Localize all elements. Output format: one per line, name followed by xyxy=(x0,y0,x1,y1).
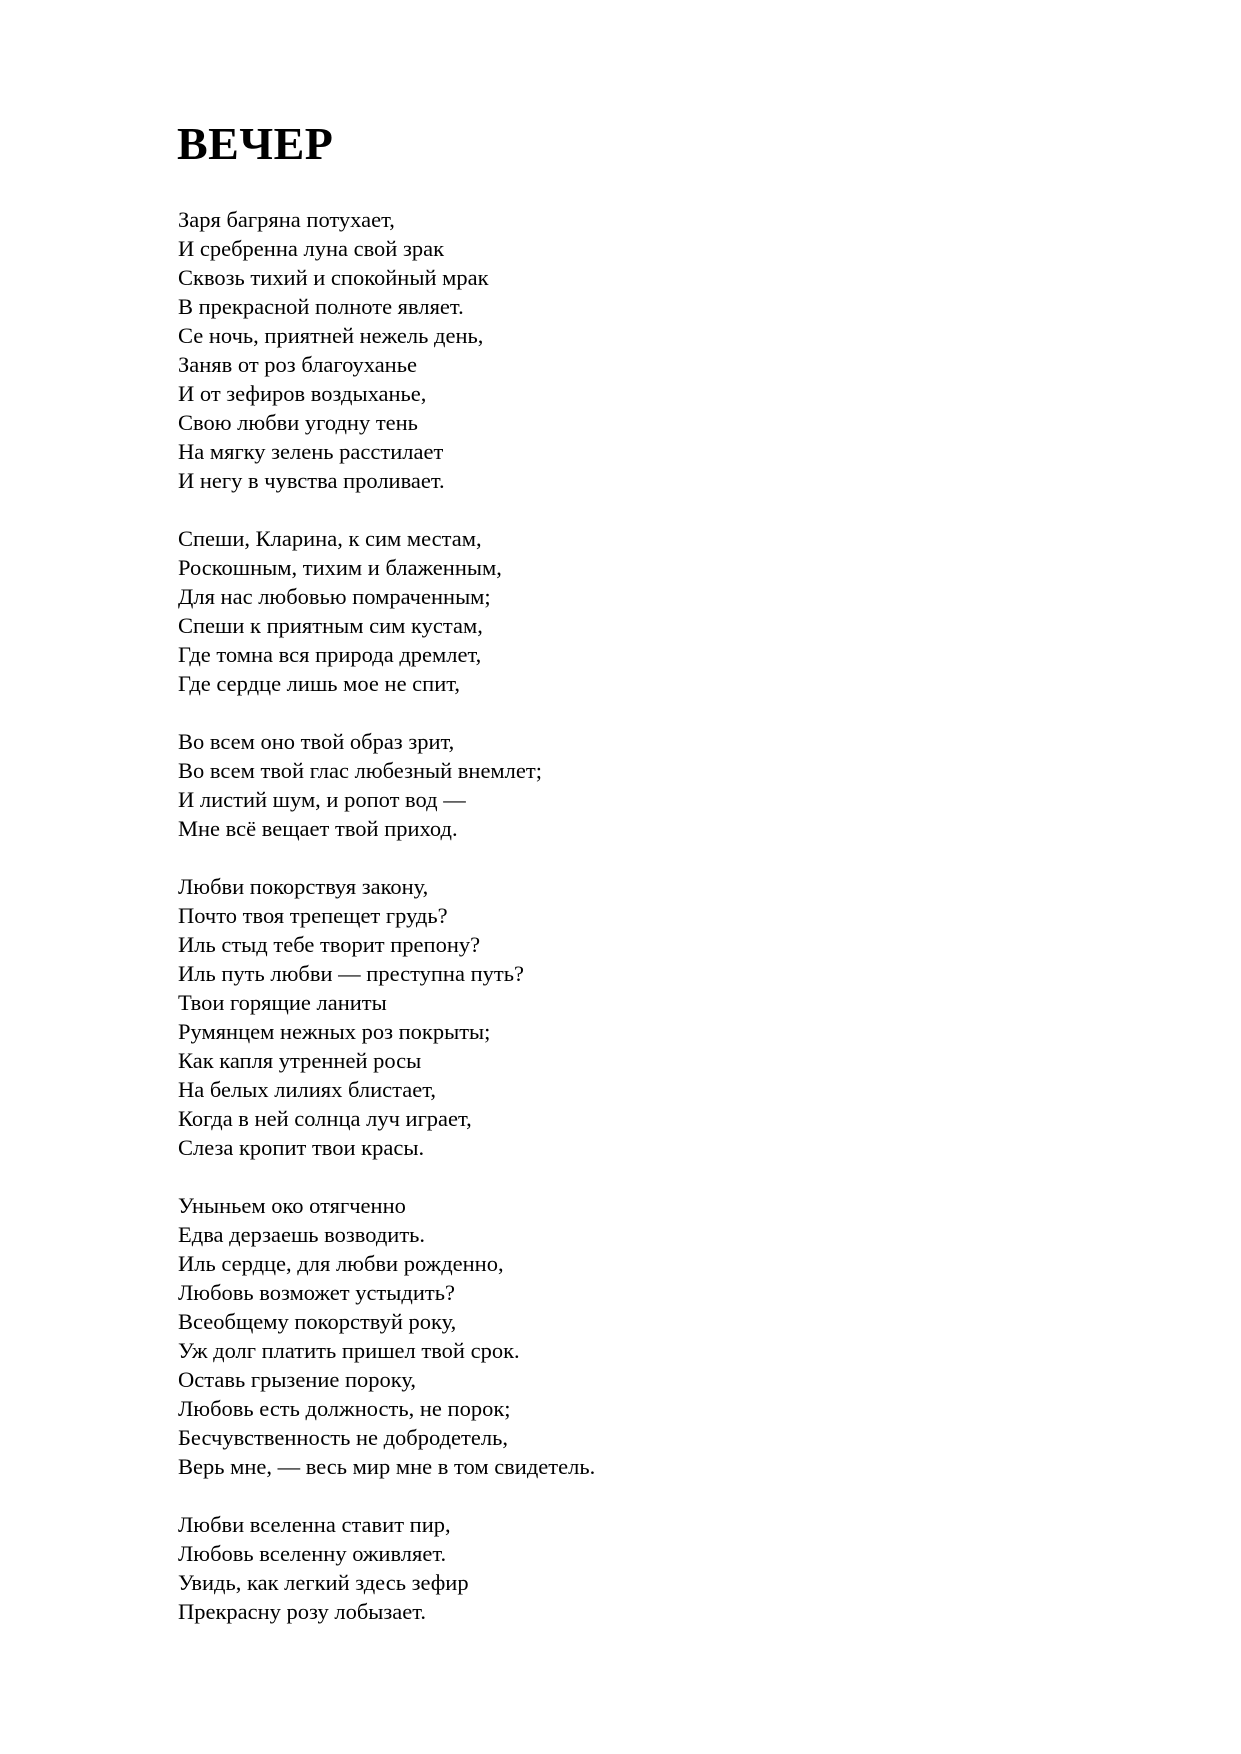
poem-line: Где томна вся природа дремлет, xyxy=(178,642,482,667)
poem-line: Как капля утренней росы xyxy=(178,1048,422,1073)
poem-line: На мягку зелень расстилает xyxy=(178,439,444,464)
poem-line: Свою любви угодну тень xyxy=(178,410,418,435)
poem-line: Любовь вселенну оживляет. xyxy=(178,1541,447,1566)
poem-line: Во всем оно твой образ зрит, xyxy=(178,729,455,754)
poem-line: Где сердце лишь мое не спит, xyxy=(178,671,461,696)
poem-line: Се ночь, приятней нежель день, xyxy=(178,323,484,348)
poem-title: ВЕЧЕР xyxy=(177,118,334,169)
stanza-4 xyxy=(178,872,1078,1162)
poem-line: Верь мне, — весь мир мне в том свидетель. xyxy=(178,1454,596,1479)
poem-line: Увидь, как легкий здесь зефир xyxy=(178,1570,469,1595)
poem-line: Сквозь тихий и спокойный мрак xyxy=(178,265,489,290)
poem-line: Иль стыд тебе творит препону? xyxy=(178,932,481,957)
poem-line: Прекрасну розу лобызает. xyxy=(178,1599,427,1624)
poem-line: Роскошным, тихим и блаженным, xyxy=(178,555,502,580)
poem-line: И сребренна луна свой зрак xyxy=(178,236,445,261)
poem-line: Мне всё вещает твой приход. xyxy=(178,816,458,841)
poem-line: И листий шум, и ропот вод — xyxy=(178,787,466,812)
poem-line: Всеобщему покорствуй року, xyxy=(178,1309,457,1334)
poem-body xyxy=(178,205,1078,1655)
poem-line: Почто твоя трепещет грудь? xyxy=(178,903,448,928)
poem-line: Слеза кропит твои красы. xyxy=(178,1135,425,1160)
stanza-6 xyxy=(178,1510,1078,1626)
poem-line: Любовь есть должность, не порок; xyxy=(178,1396,511,1421)
poem-line: Уныньем око отягченно xyxy=(178,1193,406,1218)
poem-line: Уж долг платить пришел твой срок. xyxy=(178,1338,520,1363)
poem-line: Твои горящие ланиты xyxy=(178,990,387,1015)
poem-line: Иль путь любви — преступна путь? xyxy=(178,961,524,986)
poem-line: Любви покорствуя закону, xyxy=(178,874,429,899)
stanza-5 xyxy=(178,1191,1078,1481)
poem-line: Во всем твой глас любезный внемлет; xyxy=(178,758,542,783)
stanza-2 xyxy=(178,524,1078,698)
poem-line: И от зефиров воздыханье, xyxy=(178,381,427,406)
poem-line: И негу в чувства проливает. xyxy=(178,468,445,493)
poem-line: Спеши, Кларина, к сим местам, xyxy=(178,526,482,551)
poem-line: Когда в ней солнца луч играет, xyxy=(178,1106,472,1131)
poem-line: Бесчувственность не добродетель, xyxy=(178,1425,508,1450)
poem-line: Для нас любовью помраченным; xyxy=(178,584,491,609)
poem-line: Иль сердце, для любви рожденно, xyxy=(178,1251,504,1276)
poem-line: Румянцем нежных роз покрыты; xyxy=(178,1019,491,1044)
poem-line: Оставь грызение пороку, xyxy=(178,1367,417,1392)
poem-line: Заняв от роз благоуханье xyxy=(178,352,417,377)
stanza-3 xyxy=(178,727,1078,843)
poem-line: Заря багряна потухает, xyxy=(178,207,395,232)
poem-line: Спеши к приятным сим кустам, xyxy=(178,613,483,638)
poem-line: На белых лилиях блистает, xyxy=(178,1077,436,1102)
stanza-1 xyxy=(178,205,1078,495)
poem-line: Любовь возможет устыдить? xyxy=(178,1280,455,1305)
poem-line: В прекрасной полноте являет. xyxy=(178,294,464,319)
poem-line: Едва дерзаешь возводить. xyxy=(178,1222,426,1247)
poem-line: Любви вселенна ставит пир, xyxy=(178,1512,451,1537)
